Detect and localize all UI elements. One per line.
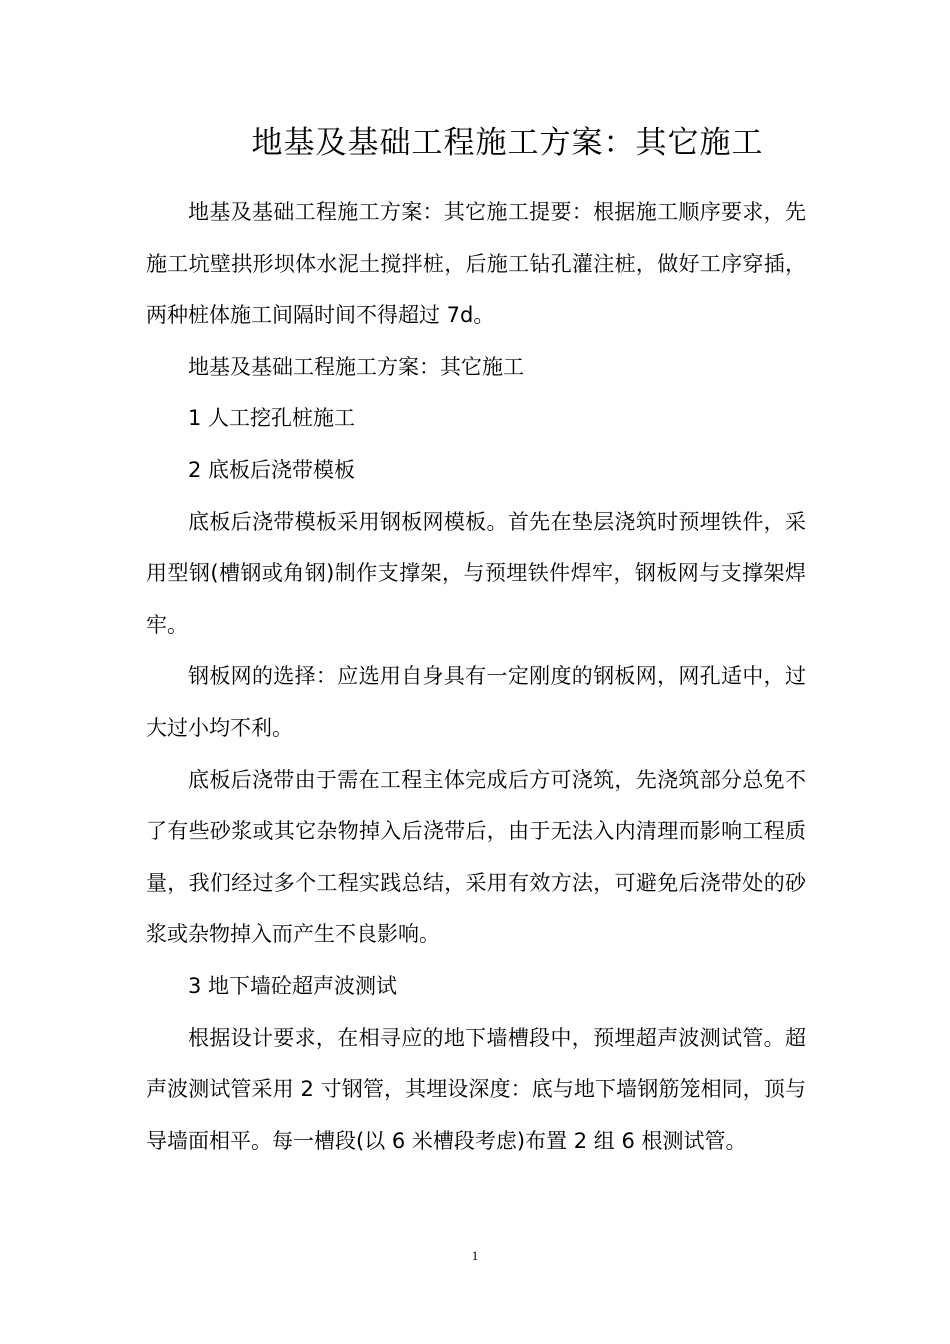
document-body (146, 187, 806, 1167)
document-title: 地基及基础工程施工方案：其它施工 (251, 125, 764, 161)
page-number: 1 (471, 1248, 479, 1263)
section-heading-2: 2 底板后浇带模板 (188, 457, 356, 482)
paragraph-formwork: 底板后浇带模板采用钢板网模板。首先在垫层浇筑时预埋铁件，采用型钢(槽钢或角钢)制作支撑架，与预埋铁件焊牢，钢板网与支撑架焊牢。 (146, 509, 806, 637)
paragraph-ultrasonic-test: 根据设计要求，在相寻应的地下墙槽段中，预埋超声波测试管。超声波测试管采用 2 寸钢管，其埋设深度：底与地下墙钢筋笼相同，顶与导墙面相平。每一槽段(以 6 米槽段考虑)布置 2 组 6 根测试管。 (146, 1025, 806, 1153)
section-heading-3: 3 地下墙砼超声波测试 (188, 973, 398, 998)
paragraph-heading: 地基及基础工程施工方案：其它施工 (188, 354, 524, 379)
paragraph-mesh-selection: 钢板网的选择：应选用自身具有一定刚度的钢板网，网孔适中，过大过小均不利。 (146, 664, 806, 740)
paragraph-post-pour-strip: 底板后浇带由于需在工程主体完成后方可浇筑，先浇筑部分总免不了有些砂浆或其它杂物掉入后浇带后，由于无法入内清理而影响工程质量，我们经过多个工程实践总结，采用有效方法，可避免后浇带处的砂浆或杂物掉入而产生不良影响。 (146, 767, 806, 947)
section-heading-1: 1 人工挖孔桩施工 (188, 406, 356, 431)
paragraph-summary: 地基及基础工程施工方案：其它施工提要：根据施工顺序要求，先施工坑壁拱形坝体水泥土搅拌桩，后施工钻孔灌注桩，做好工序穿插，两种桩体施工间隔时间不得超过 7d。 (146, 200, 806, 328)
